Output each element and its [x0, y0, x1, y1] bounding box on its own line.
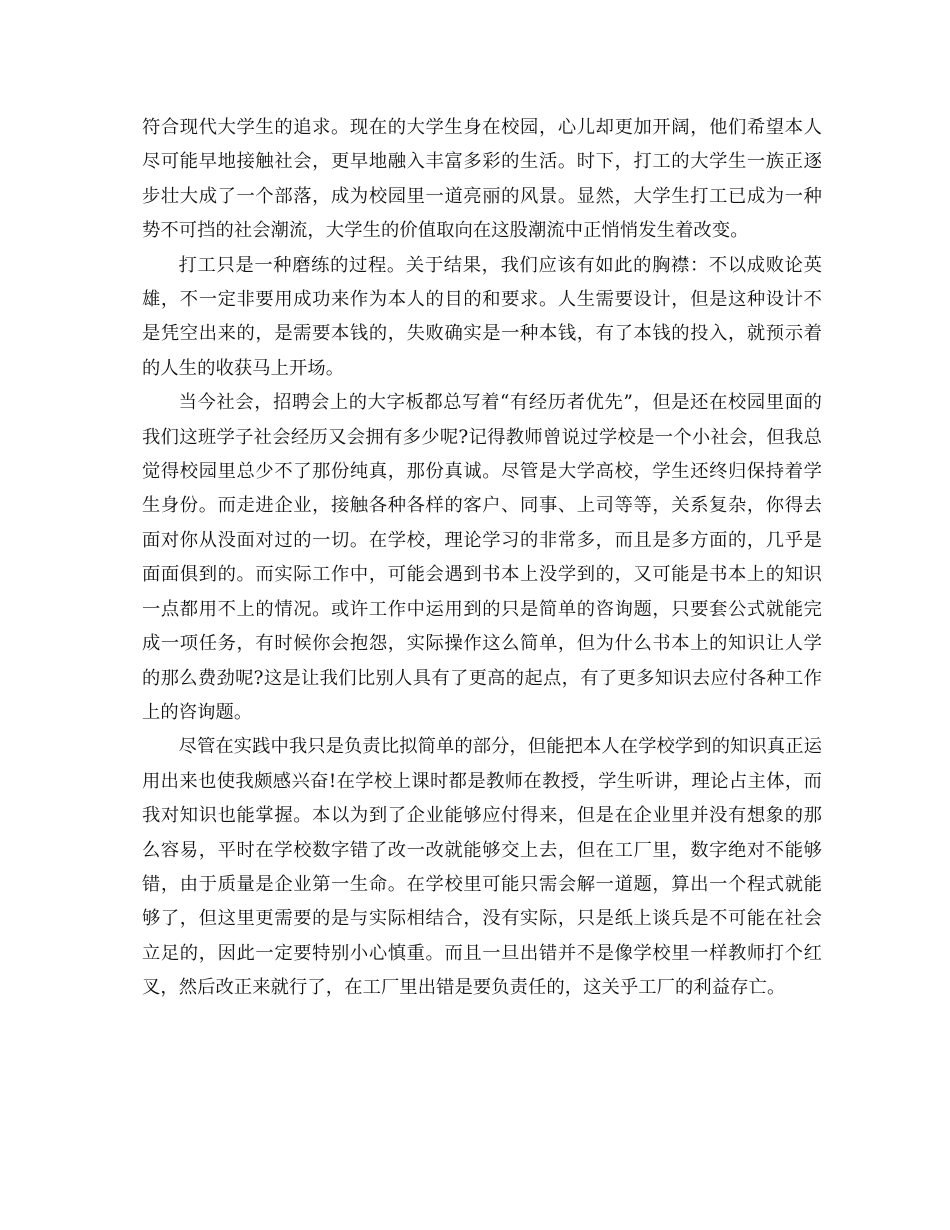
paragraph: 当今社会，招聘会上的大字板都总写着“有经历者优先”，但是还在校园里面的我们这班学子社会经历又会拥有多少呢?记得教师曾说过学校是一个小社会，但我总觉得校园里总少不了那份纯真，那份真诚。尽管是大学高校，学生还终归保持着学生身份。而走进企业，接触各种各样的客户、同事、上司等等，关系复杂，你得去面对你从没面对过的一切。在学校，理论学习的非常多，而且是多方面的，几乎是面面俱到的。而实际工作中，可能会遇到书本上没学到的，又可能是书本上的知识一点都用不上的情况。或许工作中运用到的只是简单的咨询题，只要套公式就能完成一项任务，有时候你会抱怨，实际操作这么简单，但为什么书本上的知识让人学的那么费劲呢?这是让我们比别人具有了更高的起点，有了更多知识去应付各种工作上的咨询题。 [142, 392, 822, 723]
paragraph: 打工只是一种磨练的过程。关于结果，我们应该有如此的胸襟：不以成败论英雄，不一定非要用成功来作为本人的目的和要求。人生需要设计，但是这种设计不是凭空出来的，是需要本钱的，失败确实是一种本钱，有了本钱的投入，就预示着的人生的收获马上开场。 [142, 254, 822, 379]
document-body [142, 111, 822, 1006]
paragraph: 尽管在实践中我只是负责比拟简单的部分，但能把本人在学校学到的知识真正运用出来也使我颇感兴奋!在学校上课时都是教师在教授，学生听讲，理论占主体，而我对知识也能掌握。本以为到了企业能够应付得来，但是在企业里并没有想象的那么容易，平时在学校数字错了改一改就能够交上去，但在工厂里，数字绝对不能够错，由于质量是企业第一生命。在学校里可能只需会解一道题，算出一个程式就能够了，但这里更需要的是与实际相结合，没有实际，只是纸上谈兵是不可能在社会立足的，因此一定要特别小心慎重。而且一旦出错并不是像学校里一样教师打个红叉，然后改正来就行了，在工厂里出错是要负责任的，这关乎工厂的利益存亡。 [142, 736, 822, 999]
paragraph-continuation: 符合现代大学生的追求。现在的大学生身在校园，心儿却更加开阔，他们希望本人尽可能早地接触社会，更早地融入丰富多彩的生活。时下，打工的大学生一族正逐步壮大成了一个部落，成为校园里一道亮丽的风景。显然，大学生打工已成为一种势不可挡的社会潮流，大学生的价值取向在这股潮流中正悄悄发生着改变。 [142, 117, 822, 242]
